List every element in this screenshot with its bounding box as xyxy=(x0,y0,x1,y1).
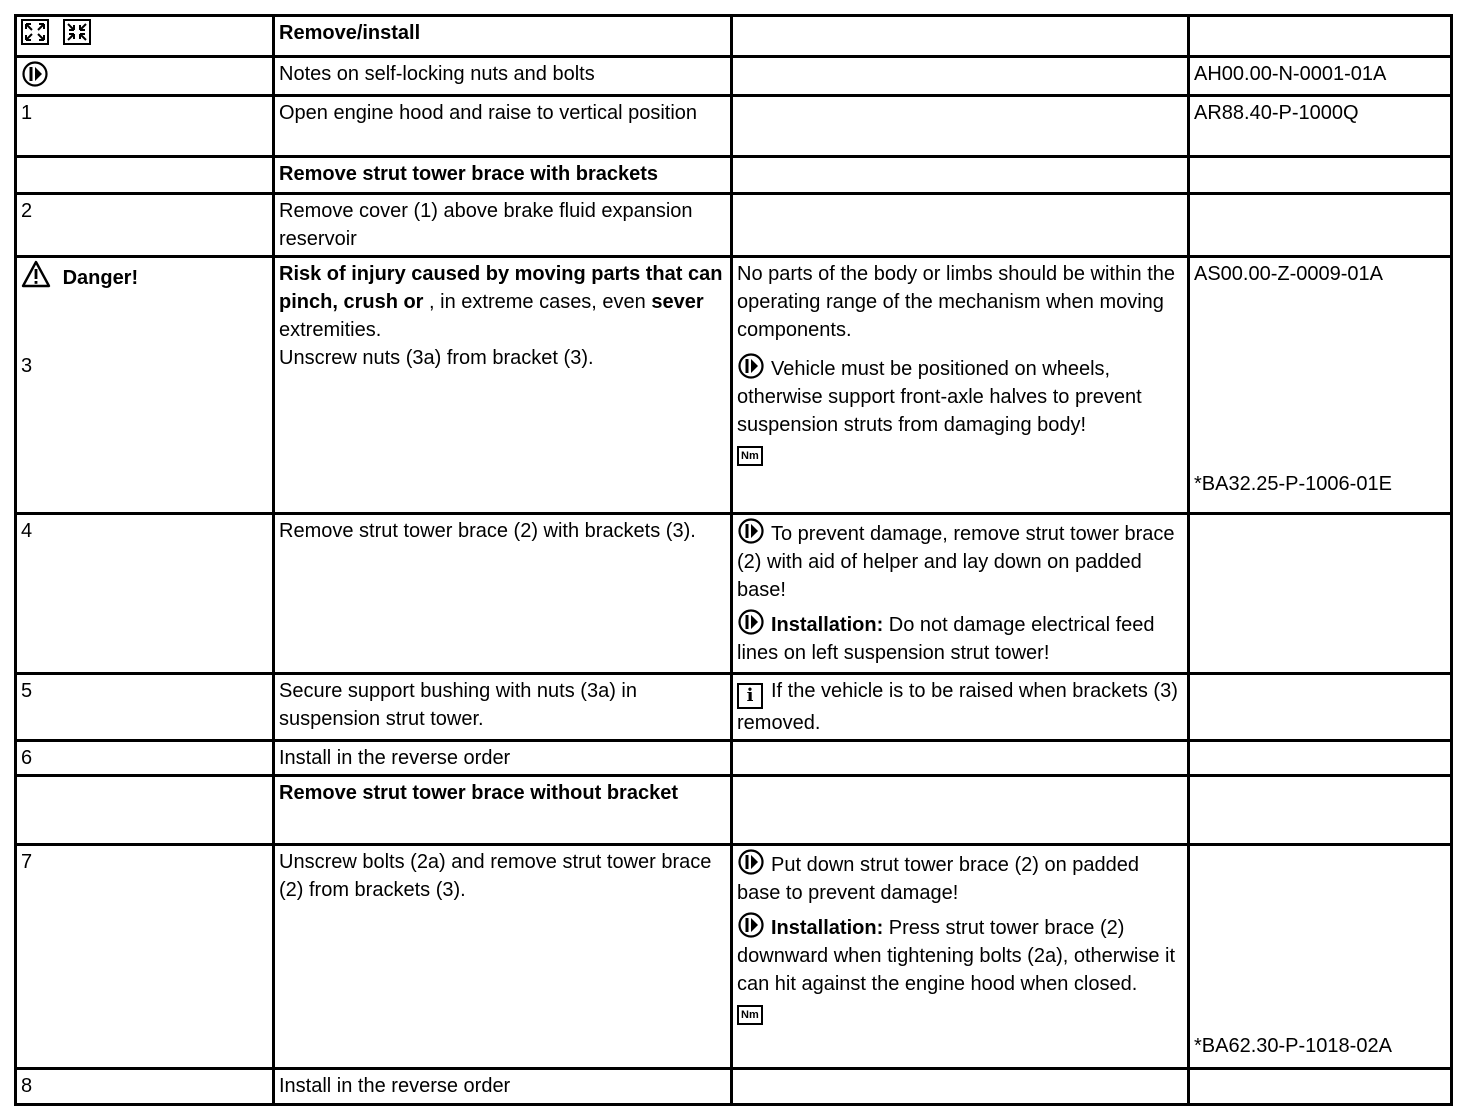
note-text: Do not damage electrical feed lines on left suspension strut tower! xyxy=(737,614,1155,664)
note-block xyxy=(737,517,1183,604)
torque-reference[interactable]: *BA32.25-P-1006-01E xyxy=(1194,473,1392,495)
danger-advice: No parts of the body or limbs should be within the operating range of the mechanism when moving components. xyxy=(737,263,1176,341)
section-row xyxy=(16,776,1452,845)
expand-all-icon[interactable] xyxy=(21,19,49,45)
section-title: Remove strut tower brace without bracket xyxy=(274,776,732,845)
step-text: Unscrew nuts (3a) from bracket (3). xyxy=(279,347,594,369)
note-text: Press strut tower brace (2) downward when tightening bolts (2a), otherwise it can hit against the engine hood when closed. xyxy=(737,917,1176,995)
table-row xyxy=(16,96,1452,157)
danger-reference[interactable]: AS00.00-Z-0009-01A xyxy=(1194,263,1384,285)
table-row-danger-step3 xyxy=(16,257,1452,514)
info-block xyxy=(737,677,1183,737)
note-block xyxy=(737,352,1183,439)
warning-triangle-icon xyxy=(21,260,51,288)
danger-risk-text: Risk of injury caused by moving parts that can pinch, crush or , in extreme cases, even sever extremities. xyxy=(279,263,723,341)
section-title: Remove strut tower brace with brackets xyxy=(274,157,732,194)
table-row xyxy=(16,194,1452,257)
torque-nm-icon[interactable]: Nm xyxy=(737,1005,763,1025)
step-number: 3 xyxy=(21,355,33,377)
note-text: Vehicle must be positioned on wheels, otherwise support front-axle halves to prevent suspension struts from damaging body! xyxy=(737,358,1142,436)
table-row xyxy=(16,514,1452,674)
step-text: Unscrew bolts (2a) and remove strut tower brace (2) from brackets (3). xyxy=(274,845,732,1069)
step-number: 8 xyxy=(16,1069,274,1105)
note-block xyxy=(737,848,1183,907)
section-row xyxy=(16,157,1452,194)
table-row xyxy=(16,845,1452,1069)
collapse-all-icon[interactable] xyxy=(63,19,91,45)
step-number: 5 xyxy=(16,674,274,741)
step-number: 1 xyxy=(16,96,274,157)
step-number: 6 xyxy=(16,741,274,776)
torque-nm-icon[interactable]: Nm xyxy=(737,446,763,466)
table-row xyxy=(16,1069,1452,1105)
step-text: Install in the reverse order xyxy=(274,741,732,776)
torque-reference[interactable]: *BA62.30-P-1018-02A xyxy=(1194,1035,1392,1057)
step-text: Install in the reverse order xyxy=(274,1069,732,1105)
note-icon xyxy=(737,911,765,939)
step-text: Secure support bushing with nuts (3a) in suspension strut tower. xyxy=(274,674,732,741)
table-row xyxy=(16,674,1452,741)
note-icon xyxy=(737,352,765,380)
header-title: Remove/install xyxy=(274,16,732,57)
info-text: If the vehicle is to be raised when brackets (3) removed. xyxy=(737,680,1178,734)
step-number: 7 xyxy=(16,845,274,1069)
step-text: Open engine hood and raise to vertical position xyxy=(274,96,732,157)
note-block: Installation: Press strut tower brace (2) downward when tightening bolts (2a), otherwise it can hit against the engine hood when closed. xyxy=(737,911,1183,998)
notes-text: Notes on self-locking nuts and bolts xyxy=(274,57,732,96)
step-number: 2 xyxy=(16,194,274,257)
note-block: Installation: Do not damage electrical feed lines on left suspension strut tower! xyxy=(737,608,1183,667)
table-row xyxy=(16,57,1452,96)
note-icon xyxy=(737,608,765,636)
step-number: 4 xyxy=(16,514,274,674)
header-row xyxy=(16,16,1452,57)
step-text: Remove cover (1) above brake fluid expansion reservoir xyxy=(274,194,732,257)
table-row xyxy=(16,741,1452,776)
note-icon xyxy=(737,517,765,545)
danger-label: Danger! xyxy=(62,267,139,289)
danger-label-wrap xyxy=(21,260,268,292)
note-text: Put down strut tower brace (2) on padded base to prevent damage! xyxy=(737,854,1139,904)
note-icon xyxy=(21,60,49,88)
notes-reference[interactable]: AH00.00-N-0001-01A xyxy=(1189,57,1452,96)
procedure-table xyxy=(14,14,1453,1106)
note-text: To prevent damage, remove strut tower brace (2) with aid of helper and lay down on padded base! xyxy=(737,523,1175,601)
note-icon xyxy=(737,848,765,876)
step-text: Remove strut tower brace (2) with brackets (3). xyxy=(274,514,732,674)
expand-collapse-cell xyxy=(16,16,274,57)
step-reference[interactable]: AR88.40-P-1000Q xyxy=(1189,96,1452,157)
info-icon: i xyxy=(737,683,763,709)
